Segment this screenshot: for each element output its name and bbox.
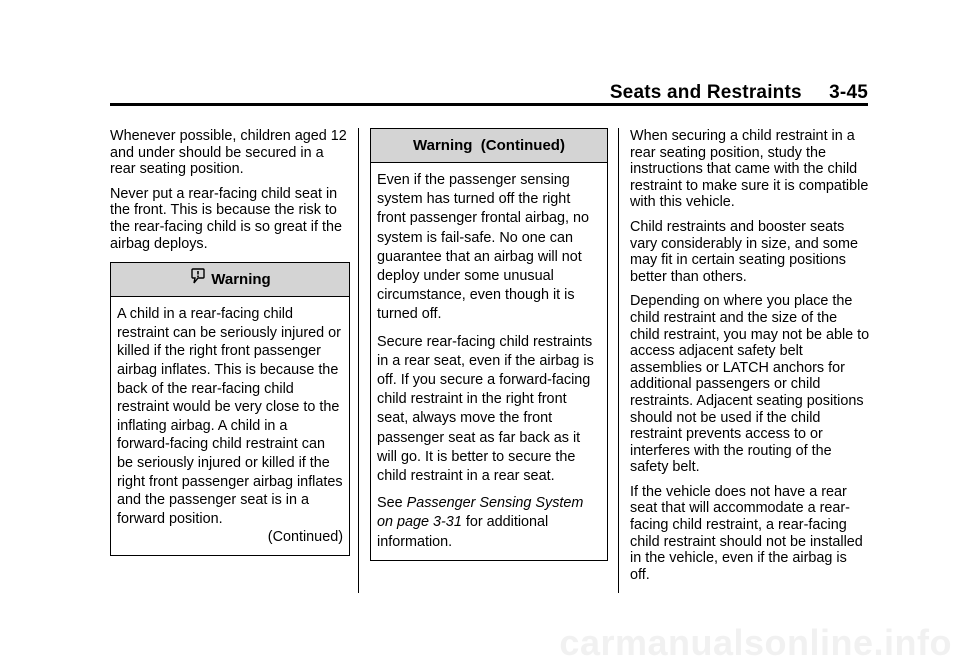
paragraph: Depending on where you place the child restraint and the size of the child restraint, you may not be able to access adjacent safety belt assemblies or LATCH anchors for additional passengers or child restraints. Adjacent seating positions should not be used if the child restraint prevents access to or interferes with the routing of the safety belt. [630, 293, 870, 476]
warning-paragraph: Even if the passenger sensing system has turned off the right front passenger frontal airbag, no system is fail-safe. No one can guarantee that an airbag will not deploy under some unusual circumstance, even though it is turned off. [377, 172, 589, 323]
cross-reference [377, 494, 601, 552]
left-column [110, 128, 350, 556]
warning-triangle-icon [189, 264, 207, 297]
see-prefix: See [377, 495, 407, 512]
header-rule [110, 103, 868, 106]
watermark [559, 622, 952, 664]
warning-continued-header: Warning (Continued) [371, 129, 607, 163]
right-column [630, 128, 870, 591]
page-title: Seats and Restraints 3-45 [609, 82, 868, 103]
paragraph: When securing a child restraint in a rear seating position, study the instructions that came with the child restraint to make sure it is compatible with this vehicle. [630, 128, 869, 211]
see-suffix: for additional information. [377, 514, 549, 550]
warning-continued-body [371, 163, 607, 560]
warning-continued-box [370, 128, 608, 561]
paragraph: Whenever possible, children aged 12 and under should be secured in a rear seating position. [110, 128, 347, 178]
paragraph: Child restraints and booster seats vary considerably in size, and some may fit in certain seating positions better than others. [630, 218, 858, 285]
watermark-text: carmanualsonline.info [559, 622, 952, 663]
column-divider [358, 128, 359, 593]
warning-box-header [111, 263, 349, 297]
continued-label: (Continued) [267, 529, 343, 546]
page-reference-link[interactable]: Passenger Sensing System on page 3-31 [377, 495, 584, 531]
warning-paragraph: Secure rear-facing child restraints in a rear seat, even if the airbag is off. If you secure a forward-facing child restraint in the right front seat, always move the front passenger seat as far back as it will go. It is better to secure the child restraint in a rear seat. [377, 333, 594, 485]
warning-box-body [111, 297, 349, 555]
warning-heading: Warning [211, 271, 271, 289]
column-divider [618, 128, 619, 593]
middle-column [370, 128, 608, 561]
warning-box [110, 262, 350, 556]
warning-text: A child in a rear-facing child restraint can be seriously injured or killed if the right front passenger airbag inflates. This is because the back of the rear-facing child restraint would be very close to the inflating airbag. A child in a forward-facing child restraint can be seriously injured or killed if the right front passenger airbag inflates and the passenger seat is in a forward position. [117, 306, 343, 527]
paragraph: Never put a rear-facing child seat in the front. This is because the risk to the rear-facing child is so great if the airbag deploys. [110, 185, 342, 252]
paragraph: If the vehicle does not have a rear seat that will accommodate a rear-facing child restraint, a rear-facing child restraint should not be installed in the vehicle, even if the airbag is off. [630, 483, 863, 583]
page-header [110, 82, 868, 104]
